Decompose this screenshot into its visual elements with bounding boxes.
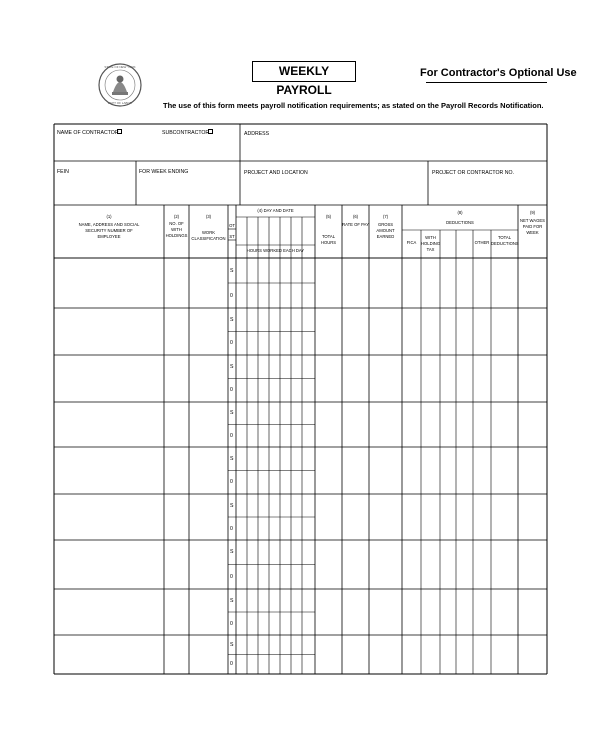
address-label: ADDRESS: [244, 131, 270, 137]
total-deductions-label: TOTAL DEDUCTIONS: [491, 235, 519, 246]
row-straight-marker: S: [230, 410, 234, 417]
svg-text:STATE OF NEW YORK: STATE OF NEW YORK: [104, 65, 136, 69]
col2-number: (2): [173, 214, 180, 219]
subcontractor-checkbox[interactable]: [208, 129, 213, 134]
row-straight-marker: S: [230, 597, 234, 604]
notice-text: The use of this form meets payroll notification requirements; as stated on the Payroll Records Notification.: [163, 101, 544, 110]
col3-number: (3): [205, 214, 212, 219]
col7-label: GROSS AMOUNT EARNED: [376, 222, 395, 239]
project-location-label: PROJECT AND LOCATION: [244, 170, 308, 176]
other-label: OTHER: [474, 240, 490, 245]
row-straight-marker: S: [230, 641, 234, 648]
col1-label: NAME, ADDRESS AND SOCIAL SECURITY NUMBER OF EMPLOYEE: [78, 222, 140, 239]
col1-number: (1): [106, 214, 112, 219]
row-straight-marker: S: [230, 455, 234, 462]
col3-label: WORK CLASSIFICATION: [191, 230, 226, 241]
row-overtime-marker: 0: [230, 340, 233, 347]
contractor-checkbox[interactable]: [117, 129, 122, 134]
row-overtime-marker: 0: [230, 479, 233, 486]
project-number-label: PROJECT OR CONTRACTOR NO.: [432, 170, 514, 176]
row-overtime-marker: 0: [230, 432, 233, 439]
week-ending-label: FOR WEEK ENDING: [139, 169, 189, 175]
row-straight-marker: S: [230, 267, 234, 274]
col7-number: (7): [382, 214, 389, 219]
withholding-tax-label: WITH HOLDING TAX: [421, 235, 441, 252]
svg-text:DEPT OF LABOR: DEPT OF LABOR: [108, 101, 132, 105]
row-straight-marker: S: [230, 316, 234, 323]
col8-label: DEDUCTIONS: [446, 220, 474, 225]
col4-sub-label: HOURS WORKED EACH DAY: [246, 248, 305, 253]
st-label: ST: [229, 234, 235, 239]
col8-number: (8): [457, 210, 463, 215]
form-title: WEEKLY PAYROLL: [252, 61, 356, 82]
col6-label: RATE OF PAY: [342, 222, 369, 227]
row-overtime-marker: 0: [230, 525, 233, 532]
row-overtime-marker: 0: [230, 387, 233, 394]
col9-label: NET WAGES PAID FOR WEEK: [520, 218, 545, 235]
row-straight-marker: S: [230, 502, 234, 509]
row-straight-marker: S: [230, 363, 234, 370]
row-straight-marker: S: [230, 549, 234, 556]
row-overtime-marker: 0: [230, 573, 233, 580]
row-overtime-marker: 0: [230, 292, 233, 299]
row-overtime-marker: 0: [230, 620, 233, 627]
subcontractor-label: SUBCONTRACTOR: [162, 130, 210, 136]
col5-number: (5): [325, 214, 332, 219]
form-subtitle: For Contractor's Optional Use: [420, 67, 577, 79]
row-overtime-marker: 0: [230, 661, 233, 668]
col2-label: NO. OF WITH HOLDINGS: [165, 221, 188, 238]
col6-number: (6): [352, 214, 359, 219]
fica-label: FICA: [406, 240, 417, 245]
col4-label: (4) DAY AND DATE: [257, 208, 294, 213]
fein-label: FEIN: [57, 169, 69, 175]
col9-number: (9): [529, 210, 536, 215]
name-of-contractor-label: NAME OF CONTRACTOR: [57, 130, 119, 136]
ot-label: OT: [229, 223, 235, 228]
col5-label: TOTAL HOURS: [320, 234, 337, 245]
